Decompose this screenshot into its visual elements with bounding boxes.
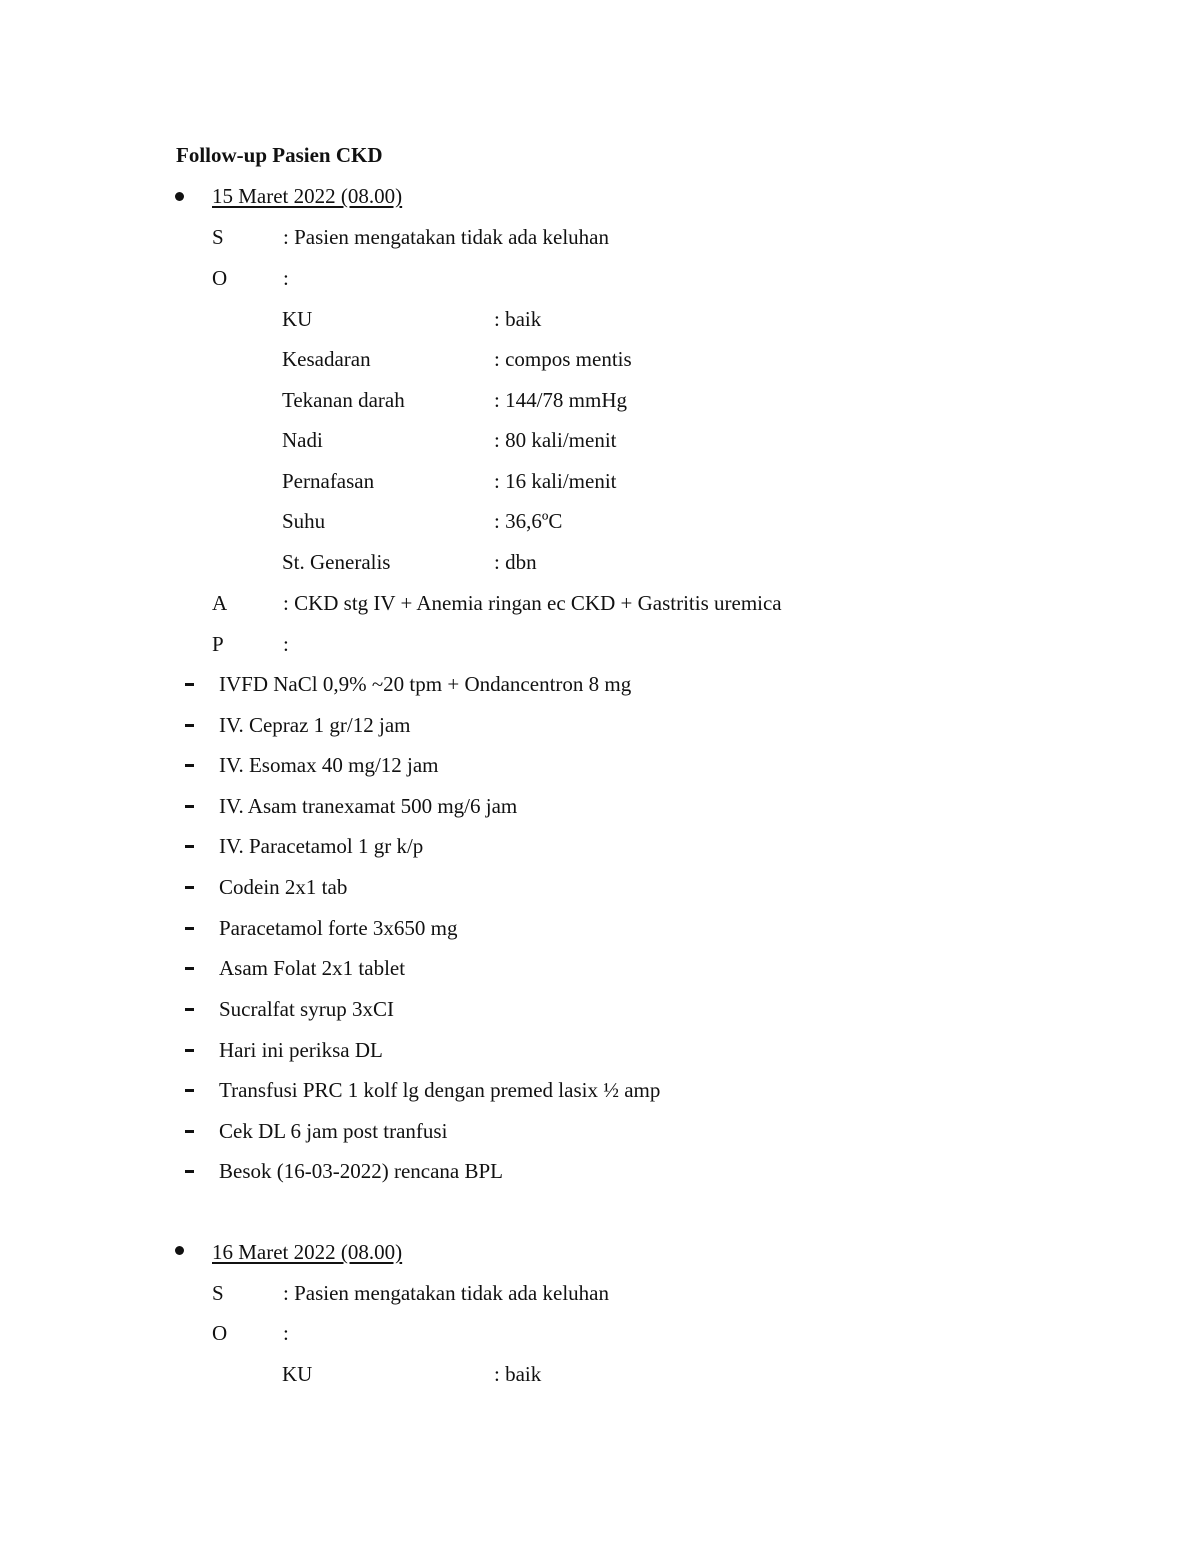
soap-s-text: : Pasien mengatakan tidak ada keluhan xyxy=(283,1281,609,1305)
vital-value: : baik xyxy=(494,1362,542,1386)
soap-s-text: : Pasien mengatakan tidak ada keluhan xyxy=(283,225,609,249)
dash-bullet-icon xyxy=(185,886,194,889)
entry-date: 15 Maret 2022 (08.00) xyxy=(212,184,403,208)
dash-bullet-icon xyxy=(185,927,194,930)
dash-bullet-icon xyxy=(185,967,194,970)
plan-item: Transfusi PRC 1 kolf lg dengan premed lasix ½ amp xyxy=(219,1078,661,1102)
vital-label: KU xyxy=(282,307,313,331)
vital-value: : 144/78 mmHg xyxy=(494,388,628,412)
dash-bullet-icon xyxy=(185,845,194,848)
vital-label: KU xyxy=(282,1362,313,1386)
plan-item: IV. Cepraz 1 gr/12 jam xyxy=(219,713,411,737)
entry-date: 16 Maret 2022 (08.00) xyxy=(212,1240,403,1264)
soap-p-text: : xyxy=(283,632,289,656)
vital-label: Pernafasan xyxy=(282,469,375,493)
dash-bullet-icon xyxy=(185,1008,194,1011)
vital-label: Suhu xyxy=(282,509,326,533)
vital-value: : 36,6ºC xyxy=(494,509,563,533)
document-title: Follow-up Pasien CKD xyxy=(176,143,383,167)
bullet-dot-icon xyxy=(175,1246,184,1255)
bullet-dot-icon xyxy=(175,192,184,201)
vital-label: Nadi xyxy=(282,428,323,452)
plan-item: Cek DL 6 jam post tranfusi xyxy=(219,1119,448,1143)
plan-item: IVFD NaCl 0,9% ~20 tpm + Ondancentron 8 mg xyxy=(219,672,632,696)
dash-bullet-icon xyxy=(185,1089,194,1092)
plan-item: Paracetamol forte 3x650 mg xyxy=(219,916,458,940)
plan-item: Codein 2x1 tab xyxy=(219,875,348,899)
vital-label: St. Generalis xyxy=(282,550,391,574)
dash-bullet-icon xyxy=(185,1170,194,1173)
plan-item: IV. Paracetamol 1 gr k/p xyxy=(219,834,424,858)
soap-o-text: : xyxy=(283,1321,289,1345)
dash-bullet-icon xyxy=(185,805,194,808)
vital-label: Tekanan darah xyxy=(282,388,405,412)
vital-value: : 80 kali/menit xyxy=(494,428,617,452)
soap-a-text: : CKD stg IV + Anemia ringan ec CKD + Gastritis uremica xyxy=(283,591,782,615)
vital-value: : dbn xyxy=(494,550,537,574)
plan-item: Besok (16-03-2022) rencana BPL xyxy=(219,1159,504,1183)
dash-bullet-icon xyxy=(185,1130,194,1133)
vital-value: : 16 kali/menit xyxy=(494,469,617,493)
plan-item: Hari ini periksa DL xyxy=(219,1038,383,1062)
vital-label: Kesadaran xyxy=(282,347,371,371)
soap-o-label: O xyxy=(212,1321,228,1345)
dash-bullet-icon xyxy=(185,683,194,686)
soap-o-text: : xyxy=(283,266,289,290)
plan-item: Sucralfat syrup 3xCI xyxy=(219,997,394,1021)
plan-item: IV. Esomax 40 mg/12 jam xyxy=(219,753,439,777)
soap-a-label: A xyxy=(212,591,228,615)
dash-bullet-icon xyxy=(185,1049,194,1052)
soap-o-label: O xyxy=(212,266,228,290)
vital-value: : baik xyxy=(494,307,542,331)
vital-value: : compos mentis xyxy=(494,347,632,371)
soap-p-label: P xyxy=(212,632,224,656)
soap-s-label: S xyxy=(212,1281,224,1305)
plan-item: Asam Folat 2x1 tablet xyxy=(219,956,406,980)
soap-s-label: S xyxy=(212,225,224,249)
dash-bullet-icon xyxy=(185,764,194,767)
dash-bullet-icon xyxy=(185,724,194,727)
plan-item: IV. Asam tranexamat 500 mg/6 jam xyxy=(219,794,518,818)
